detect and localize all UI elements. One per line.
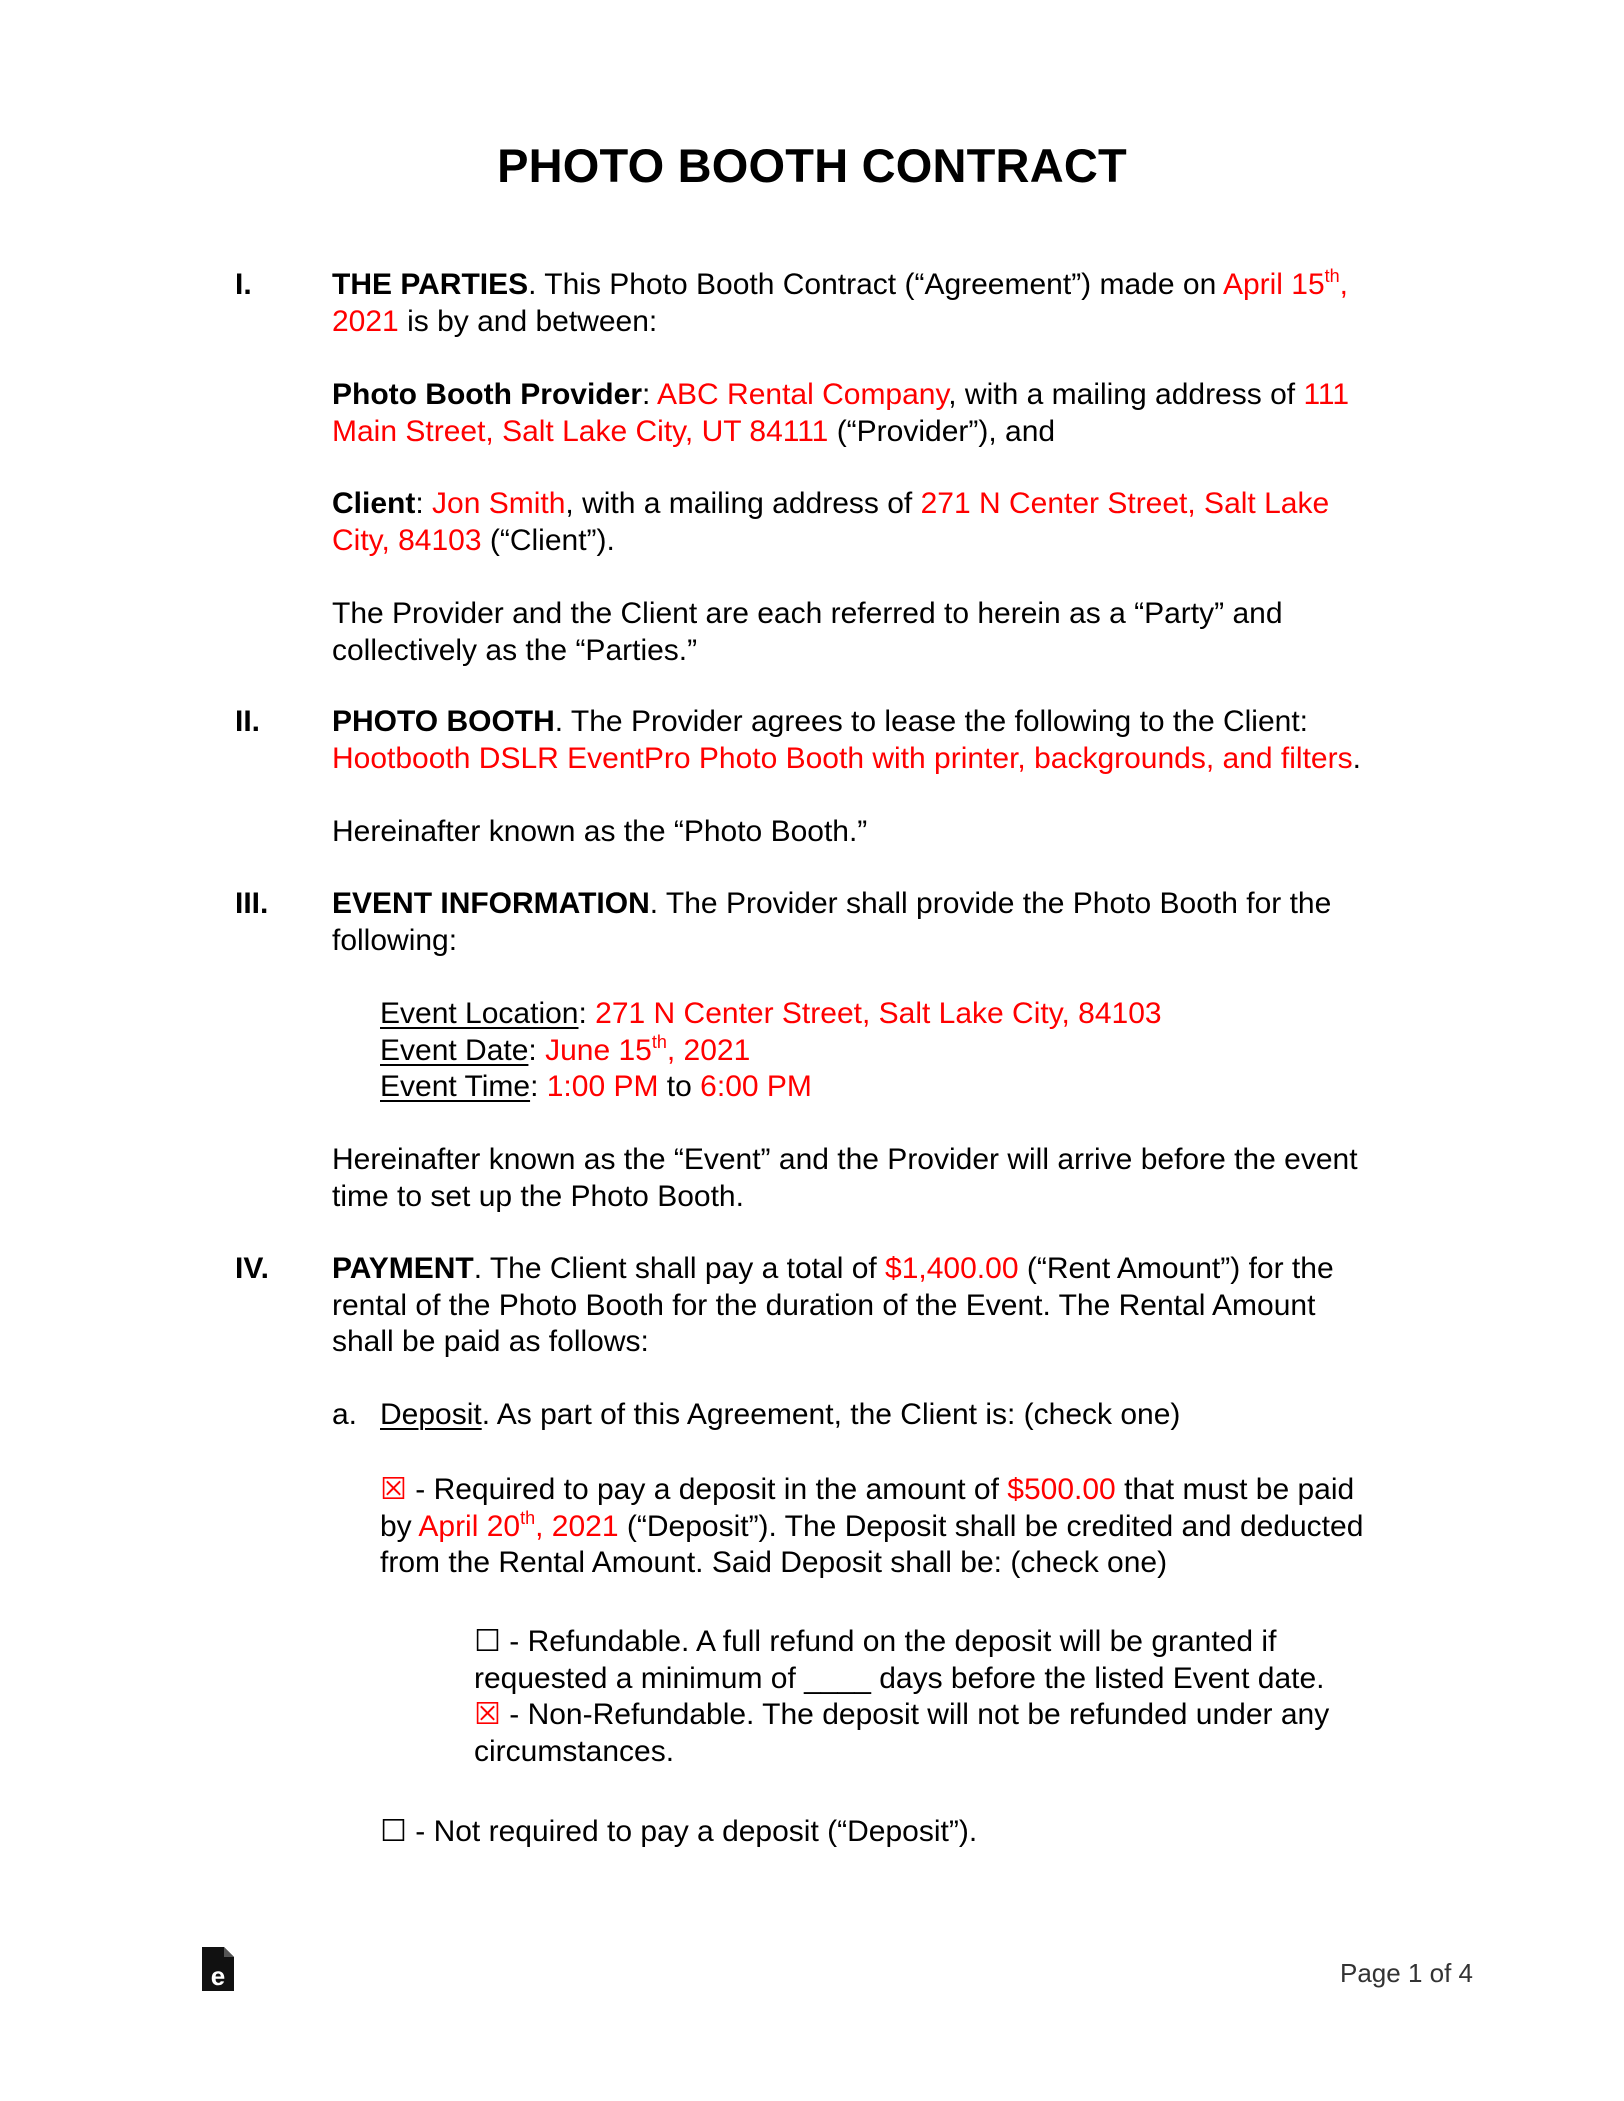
agreement-year: 2021: [332, 304, 399, 338]
required-checkbox[interactable]: ☒: [380, 1473, 407, 1506]
event-details: [380, 996, 1162, 1106]
not-required-text: - Not required to pay a deposit (“Deposit”).: [406, 1815, 978, 1848]
client-address-line1: 271 N Center Street, Salt Lake: [920, 487, 1330, 520]
provider-address-line2: Main Street, Salt Lake City, UT 84111: [332, 414, 829, 448]
nonrefundable-text-2: circumstances.: [474, 1734, 675, 1768]
not-required-checkbox[interactable]: ☐: [380, 1815, 407, 1848]
section-numeral-parties: I.: [235, 268, 252, 301]
deposit-amount: $500.00: [1007, 1473, 1116, 1506]
section-heading-photo-booth: PHOTO BOOTH: [332, 705, 555, 738]
section-photo-booth: [332, 704, 1361, 777]
provider-mid-text: , with a mailing address of: [948, 378, 1304, 411]
parties-definition: [332, 596, 1283, 669]
provider-address-line1: 111: [1303, 378, 1350, 411]
section-heading-parties: THE PARTIES: [332, 268, 529, 301]
deposit-item: [332, 1397, 357, 1434]
parties-definition-line1: The Provider and the Client are each referred to herein as a “Party” and: [332, 597, 1283, 630]
refundable-text-2: requested a minimum of ____ days before the listed Event date.: [474, 1661, 1325, 1695]
page-number: Page 1 of 4: [1340, 1958, 1473, 1988]
section-numeral-event: III.: [235, 887, 269, 920]
parties-intro-text: . This Photo Booth Contract (“Agreement”) made on: [528, 268, 1223, 301]
event-time-end: 6:00 PM: [700, 1070, 812, 1103]
event-date-row: Event Date: June 15th, 2021: [380, 1031, 751, 1067]
parties-intro-tail: is by and between:: [398, 304, 658, 338]
event-date-label: Event Date: [380, 1033, 529, 1067]
client-paragraph: Client: Jon Smith, with a mailing address of 271 N Center Street, Salt Lake City, 84103 (“Client”).: [332, 487, 1330, 557]
event-hereinafter-line1: Hereinafter known as the “Event” and the Provider will arrive before the event: [332, 1143, 1358, 1176]
deposit-required-option: [380, 1472, 1363, 1582]
agreement-date: April 15th,: [1222, 266, 1349, 301]
photo-booth-item: Hootbooth DSLR EventPro Photo Booth with printer, backgrounds, and filters: [332, 741, 1353, 775]
nonrefundable-checkbox[interactable]: ☒: [474, 1698, 501, 1731]
rent-amount: $1,400.00: [885, 1252, 1019, 1285]
section-heading-payment: PAYMENT: [332, 1252, 474, 1285]
deposit-line: [380, 1397, 1180, 1434]
section-payment: [332, 1251, 1334, 1361]
required-text-b: that must be paid: [1115, 1473, 1355, 1506]
svg-text:e: e: [210, 1961, 226, 1991]
section-event: [332, 886, 1331, 959]
event-time-start: 1:00 PM: [546, 1070, 659, 1103]
section-heading-event: EVENT INFORMATION: [332, 887, 650, 920]
client-address-line2: City, 84103: [332, 523, 482, 557]
deposit-text: . As part of this Agreement, the Client is: (check one): [481, 1398, 1181, 1431]
required-text-c: (“Deposit”). The Deposit shall be credited and deducted: [618, 1509, 1364, 1543]
section-parties-intro: [332, 267, 1348, 340]
provider-paragraph: Photo Booth Provider: ABC Rental Company, with a mailing address of 111 Main Street, Salt Lake City, UT 84111 (“Provider”), and: [332, 378, 1350, 448]
document-title: PHOTO BOOTH CONTRACT: [497, 139, 1127, 192]
deposit-due-date: April 20th, 2021: [418, 1507, 619, 1543]
refundable-checkbox[interactable]: ☐: [474, 1625, 501, 1658]
event-hereinafter: [332, 1142, 1358, 1215]
eforms-logo-icon: [200, 1945, 236, 1993]
required-text-d: from the Rental Amount. Said Deposit shall be: (check one): [380, 1546, 1168, 1579]
provider-label: Photo Booth Provider: [332, 378, 642, 411]
client-mid-text: , with a mailing address of: [565, 487, 921, 520]
provider-name: ABC Rental Company: [657, 378, 949, 411]
event-time-label: Event Time: [380, 1070, 531, 1103]
section-numeral-photo-booth: II.: [235, 705, 261, 738]
photo-booth-hereinafter: Hereinafter known as the “Photo Booth.”: [332, 815, 868, 848]
client-name: Jon Smith: [432, 487, 566, 520]
deposit-not-required-option: [380, 1814, 977, 1851]
refundable-text-1: - Refundable. A full refund on the deposit will be granted if: [500, 1625, 1277, 1658]
deposit-label: Deposit: [380, 1398, 482, 1431]
client-label: Client: [332, 487, 416, 520]
payment-text-line3: shall be paid as follows:: [332, 1325, 649, 1358]
section-numeral-payment: IV.: [235, 1252, 269, 1285]
event-location-value: 271 N Center Street, Salt Lake City, 84103: [595, 997, 1162, 1030]
client-tail: (“Client”).: [481, 523, 615, 557]
required-by: by: [380, 1509, 419, 1543]
event-date-value: June 15th, 2021: [545, 1031, 751, 1067]
event-text-line1: . The Provider shall provide the Photo Booth for the: [649, 887, 1332, 920]
parties-definition-line2: collectively as the “Parties.”: [332, 633, 698, 667]
photo-booth-text: . The Provider agrees to lease the following to the Client:: [554, 705, 1309, 738]
event-location-label: Event Location: [380, 997, 579, 1030]
payment-text-line2: rental of the Photo Booth for the duration of the Event. The Rental Amount: [332, 1288, 1316, 1322]
photo-booth-item-tail: .: [1352, 741, 1361, 775]
payment-text-1b: (“Rent Amount”) for the: [1018, 1252, 1334, 1285]
payment-text-1a: . The Client shall pay a total of: [473, 1252, 886, 1285]
event-time-to: to: [658, 1070, 701, 1103]
event-time-row: Event Time: 1:00 PM to 6:00 PM: [380, 1070, 812, 1103]
event-hereinafter-line2: time to set up the Photo Booth.: [332, 1179, 744, 1213]
nonrefundable-text-1: - Non-Refundable. The deposit will not be refunded under any: [500, 1698, 1330, 1731]
deposit-refund-options: [474, 1624, 1329, 1770]
event-text-line2: following:: [332, 923, 458, 957]
event-location-row: Event Location: 271 N Center Street, Salt Lake City, 84103: [380, 997, 1162, 1030]
deposit-letter: a.: [332, 1398, 358, 1431]
provider-tail: (“Provider”), and: [828, 414, 1056, 448]
required-text-a: - Required to pay a deposit in the amount of: [406, 1473, 1008, 1506]
